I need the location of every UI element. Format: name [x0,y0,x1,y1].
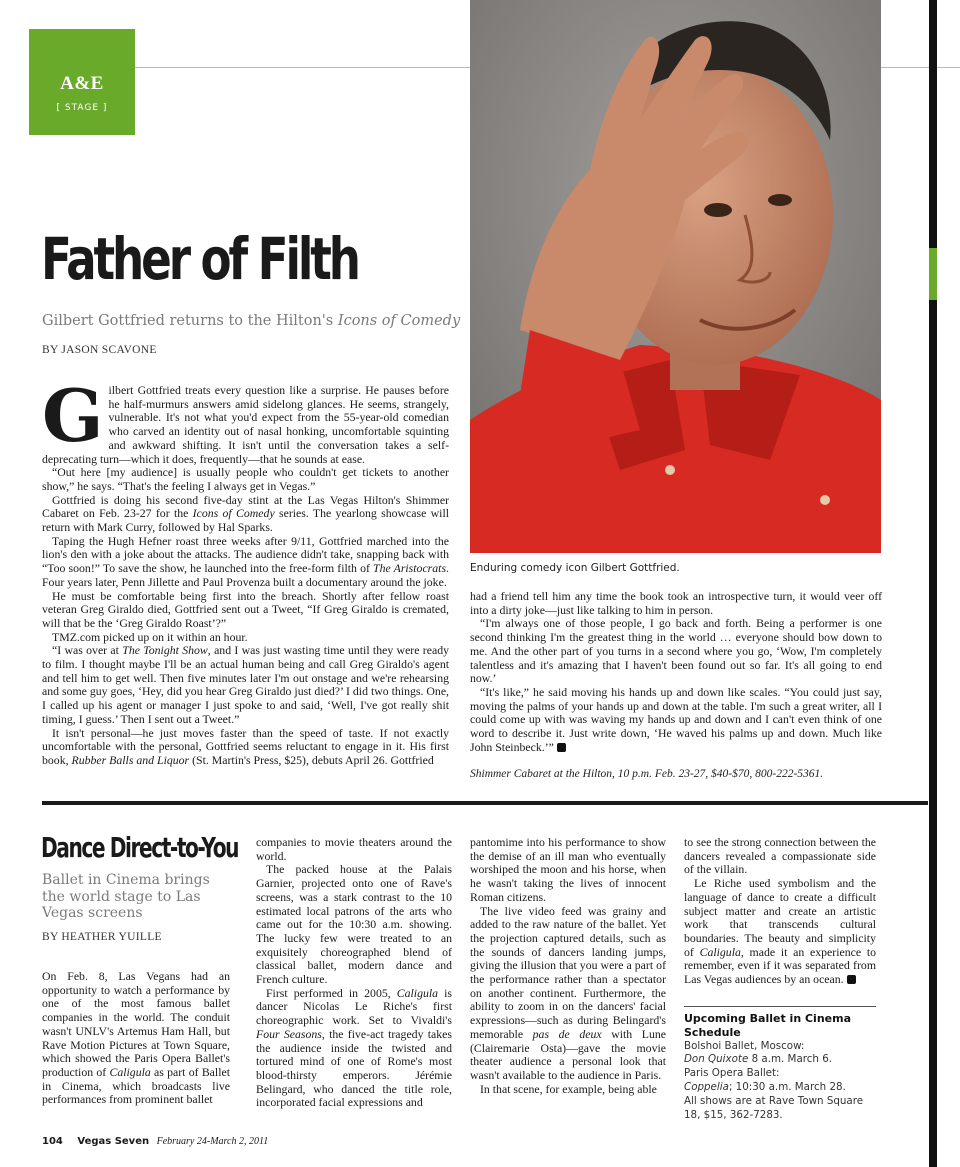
paragraph: Gottfried is doing his second five-day stint at the Las Vegas Hilton's Shimmer Cabaret on Feb. 23-27 for the Icons of Comedy series. The yearlong showcase will return with Mark Curry, followed by Hal Sparks. [42,492,449,535]
schedule-line: Bolshoi Ballet, Moscow: [684,1039,805,1052]
paragraph: On Feb. 8, Las Vegans had an opportunity to watch a performance by one of the most famous ballet companies in the world. The conduit wasn't UNLV's Artemus Ham Hall, but Rave Motion Pictures at Town Square, which showed the Paris Opera Ballet's production of Caligula as part of Ballet in Cinema, which broadcasts live performances from prominent ballet [42,969,230,1107]
article-body-left [42,373,449,768]
article2-headline: Dance Direct-to-You [41,831,239,864]
section-name: A&E [60,73,104,94]
paragraph: pantomime into his performance to show the demise of an ill man who eventually worshiped the moon and his horse, when he wasn't taking the lives of innocent Roman citizens. [470,835,666,904]
lead-paragraph: Gilbert Gottfried treats every question like a surprise. He pauses before he half-murmurs answers amid sidelong glances. He seems, strangely, vulnerable. It's not what you'd expect from the 55-year-old comedian who carved an identity out of nasal honking, uncomfortable squinting and awkward shifting. It isn't until the conversation takes a self-deprecating turn—which it does, frequently—that he sounds at ease. [42,373,449,466]
paragraph: “I was over at The Tonight Show, and I was just wasting time until they were ready to film. I thought maybe I'll be an actual human being and call Greg Giraldo's agent and tell him to get well. Then five minutes later I'm out onstage and we're rehearsing and some guy goes, ‘Hey, did you hear Greg Giraldo just died?’ I did two things. One, I called up his agent or manager I just spoke to and said, ‘Well, I've got really shit timing, I guess.’ Then I sent out a Tweet.” [42,643,449,726]
paragraph: The live video feed was grainy and added to the raw nature of the ballet. Yet the projection captured details, such as the sounds of dancers landing jumps, giving the illusion that you were a part of the performance rather than a spectator on another continent. Furthermore, the ability to zoom in on the dancers' facial expressions—such as during Belingard's memorable pas de deux with Lune (Clairemarie Osta)—gave the movie theater audience a personal look that wasn't available to the audience in Paris. [470,903,666,1082]
schedule-line: Paris Opera Ballet: [684,1067,780,1080]
section-tag [29,29,135,135]
schedule-line: All shows are at Rave Town Square 18, $15, 362-7283. [684,1094,864,1121]
article2-byline: BY HEATHER YUILLE [42,931,162,943]
end-mark-icon [847,975,856,984]
schedule-line: Coppelia; 10:30 a.m. March 28. [684,1080,846,1093]
page-edge-bar [929,0,937,1167]
paragraph: “I'm always one of those people, I go back and forth. Being a performer is one second thinking I'm the greatest thing in the world … everyone should bow down to me. And the other part of you turns in a second where you go, ‘Wow, I'm completely talentless and it's amazing that I haven't been found out so far. It's all going to end now.’ [470,616,882,686]
article2-col-3 [470,836,666,1096]
article-dek: Gilbert Gottfried returns to the Hilton's Icons of Comedy [42,313,461,329]
paragraph: Taping the Hugh Hefner roast three weeks after 9/11, Gottfried marched into the lion's den with a joke about the attacks. The audience didn't take, snapping back with “Too soon!” To save the show, he launched into the free-form filth of The Aristocrats. Four years later, Penn Jillette and Paul Provenza built a documentary around the joke. [42,533,449,589]
end-mark-icon [557,743,566,752]
paragraph: TMZ.com picked up on it within an hour. [52,629,248,644]
article2-col-2 [256,836,452,1110]
paragraph: In that scene, for example, being able [480,1081,657,1096]
magazine-name: Vegas Seven [77,1136,150,1147]
portrait-illustration [470,0,881,553]
article-headline: Father of Filth [41,225,358,293]
paragraph: companies to movie theaters around the world. [256,835,452,863]
page-number: 104 [42,1136,63,1147]
article2-col-1 [42,970,230,1107]
article-byline: BY JASON SCAVONE [42,344,157,356]
paragraph: to see the strong connection between the dancers revealed a compassionate side of the villain. [684,835,876,877]
drop-cap: G [42,373,104,458]
event-info: Shimmer Cabaret at the Hilton, 10 p.m. Feb. 23-27, $40-$70, 800-222-5361. [470,768,824,781]
section-divider [42,801,928,805]
paragraph: “It's like,” he said moving his hands up and down like scales. “You could just say, moving the palms of your hands up and down at the table. I'm such a great writer, all I could come up with was waving my hands up and down and I can't even think of one word to describe it. Just write down, ‘He waved his palms up and down. Much like John Steinbeck.’” [470,684,882,754]
paragraph: First performed in 2005, Caligula is dancer Nicolas Le Riche's first choreographic work. Set to Vivaldi's Four Seasons, the five-act tragedy takes the audience inside the twisted and tortured mind of one of Rome's most blood-thirsty emperors. Jérémie Belingard, who danced the title role, incorporated facial expressions and [256,985,452,1110]
paragraph: “Out here [my audience] is usually people who couldn't get tickets to another show,” he says. “That's the feeling I always get in Vegas.” [42,465,449,493]
article2-dek: Ballet in Cinema brings the world stage to Las Vegas screens [42,872,210,921]
article-photo [470,0,881,553]
article2-col-4 [684,836,876,987]
paragraph: He must be comfortable being first into the breach. Shortly after fellow roast veteran Greg Giraldo died, Gottfried sent out a Tweet, “If Greg Giraldo is cremated, will that be the ‘Greg Giraldo Roast’?” [42,588,449,630]
paragraph: The packed house at the Palais Garnier, projected onto one of Rave's screens, was a stark contrast to the 10 estimated local patrons of the arts who came out for the 10:30 a.m. showing. The lucky few were treated to an exquisitely choreographed blend of classical ballet, modern dance and French culture. [256,862,452,987]
issue-date: February 24-March 2, 2011 [156,1136,269,1147]
schedule-line: Don Quixote 8 a.m. March 6. [684,1053,833,1066]
page-edge-accent [929,248,937,300]
article-body-right [470,590,882,782]
schedule-title: Upcoming Ballet in Cinema Schedule [684,1012,851,1039]
schedule-box [684,1006,876,1122]
paragraph: Le Riche used symbolism and the language of dance to create a difficult subject matter and create an artistic work that transcends cultural boundaries. The beauty and simplicity of Caligula, made it an experience to remember, even if it was separated from Las Vegas audiences by an ocean. [684,876,876,987]
photo-caption: Enduring comedy icon Gilbert Gottfried. [470,562,680,574]
paragraph: It isn't personal—he just moves faster than the speed of taste. If not exactly uncomfortable with the personal, Gottfried seems reluctant to engage in it. His first book, Rubber Balls and Liquor (St. Martin's Press, $25), debuts April 26. Gottfried [42,725,449,767]
page-footer [42,1136,268,1147]
paragraph: had a friend tell him any time the book took an introspective turn, it would veer off into a dirty joke—just like talking to him in person. [470,589,882,617]
section-subname: [ STAGE ] [56,103,108,113]
